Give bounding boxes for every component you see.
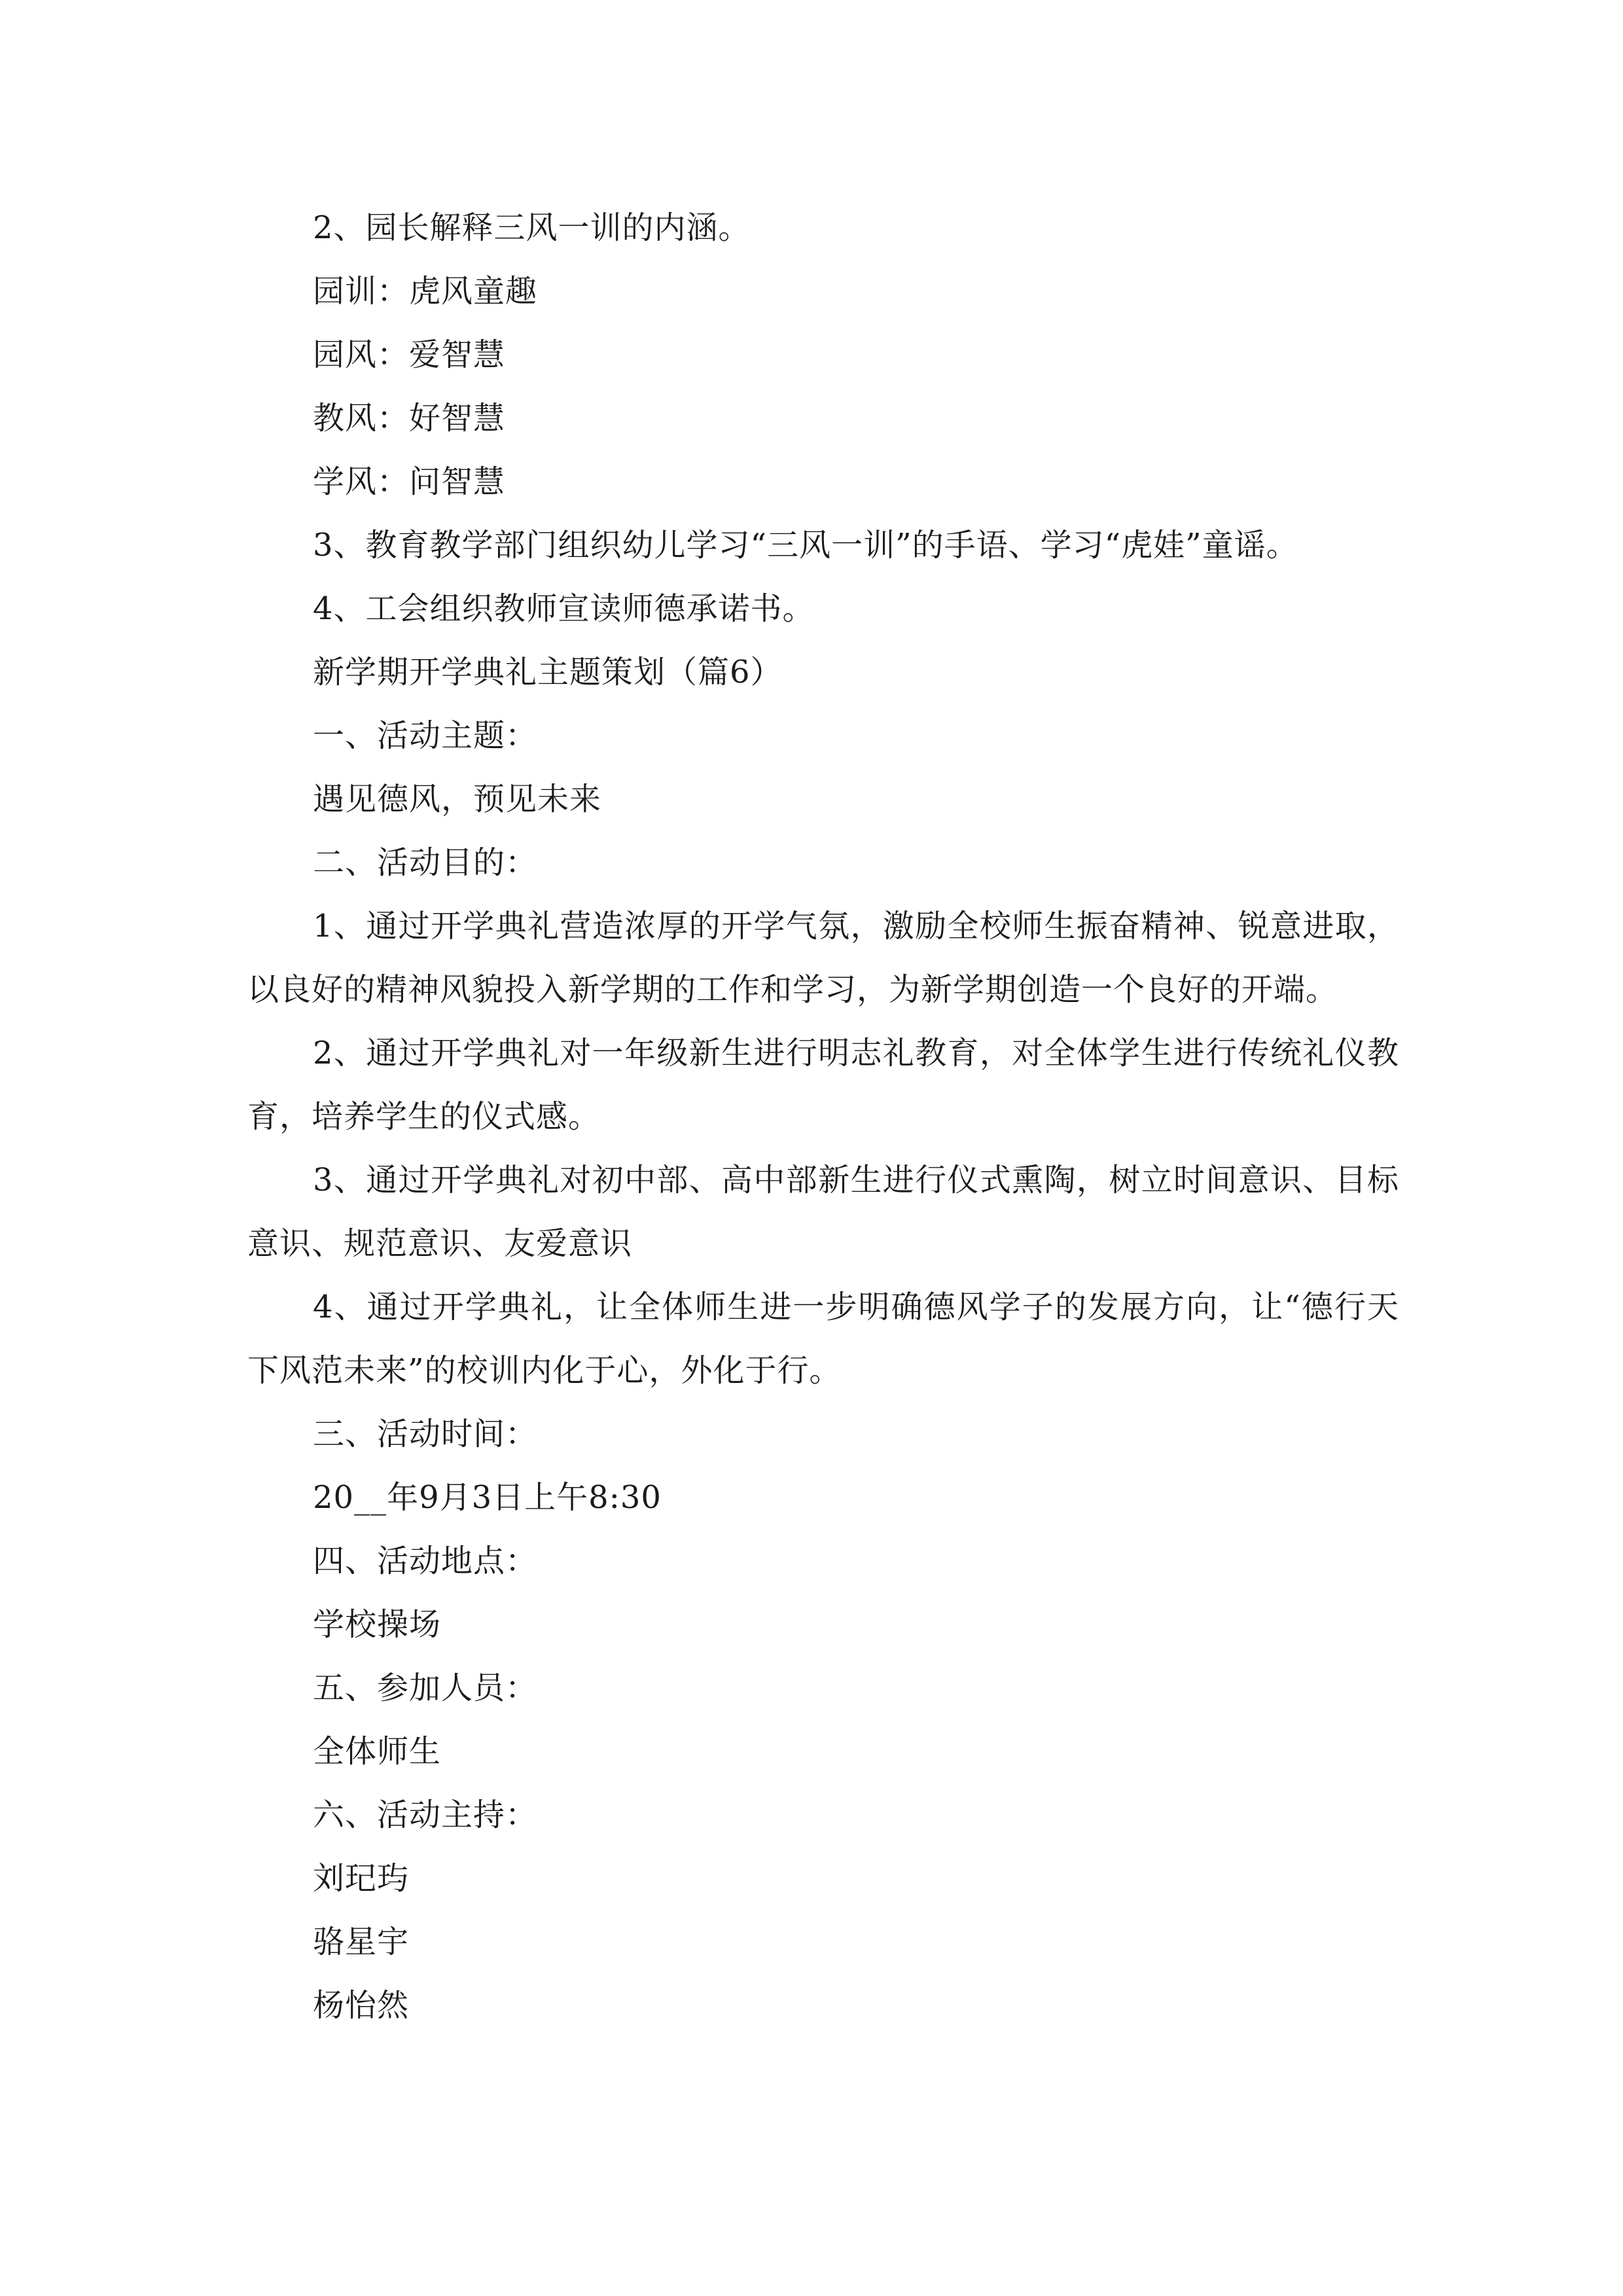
heading-purpose: 二、活动目的： <box>313 844 538 881</box>
text-line: 4、工会组织教师宣读师德承诺书。 <box>313 590 815 627</box>
paragraph: 3、通过开学典礼对初中部、高中部新生进行仪式熏陶，树立时间意识、目标意识、规范意识、友爱意识 <box>247 1162 1399 1262</box>
paragraph: 2、通过开学典礼对一年级新生进行明志礼教育，对全体学生进行传统礼仪教育，培养学生的仪式感。 <box>247 1035 1399 1135</box>
text-line: 学风：问智慧 <box>313 463 506 500</box>
heading-hosts: 六、活动主持： <box>313 1797 538 1833</box>
text-line: 园训：虎风童趣 <box>313 273 538 310</box>
text-line: 20__年9月3日上午8:30 <box>313 1479 662 1516</box>
heading-location: 四、活动地点： <box>313 1543 538 1579</box>
host-name: 杨怡然 <box>313 1987 410 2024</box>
text-line: 学校操场 <box>313 1606 442 1643</box>
document-body <box>247 196 1399 2037</box>
heading-time: 三、活动时间： <box>313 1416 538 1452</box>
text-line: 全体师生 <box>313 1733 442 1770</box>
text-line: 遇见德风，预见未来 <box>313 781 602 817</box>
section-title: 新学期开学典礼主题策划（篇6） <box>313 654 783 691</box>
paragraph: 1、通过开学典礼营造浓厚的开学气氛，激励全校师生振奋精神、锐意进取，以良好的精神风貌投入新学期的工作和学习，为新学期创造一个良好的开端。 <box>247 908 1399 1008</box>
heading-theme: 一、活动主题： <box>313 717 538 754</box>
host-name: 骆星宇 <box>313 1924 410 1960</box>
text-line: 3、教育教学部门组织幼儿学习“三风一训”的手语、学习“虎娃”童谣。 <box>313 527 1298 564</box>
text-line: 教风：好智慧 <box>313 400 506 437</box>
heading-participants: 五、参加人员： <box>313 1670 538 1706</box>
text-line: 2、园长解释三风一训的内涵。 <box>313 209 751 246</box>
paragraph: 4、通过开学典礼，让全体师生进一步明确德风学子的发展方向，让“德行天下风范未来”的校训内化于心，外化于行。 <box>247 1289 1399 1389</box>
text-line: 园风：爱智慧 <box>313 336 506 373</box>
host-name: 刘玘玙 <box>313 1860 410 1897</box>
